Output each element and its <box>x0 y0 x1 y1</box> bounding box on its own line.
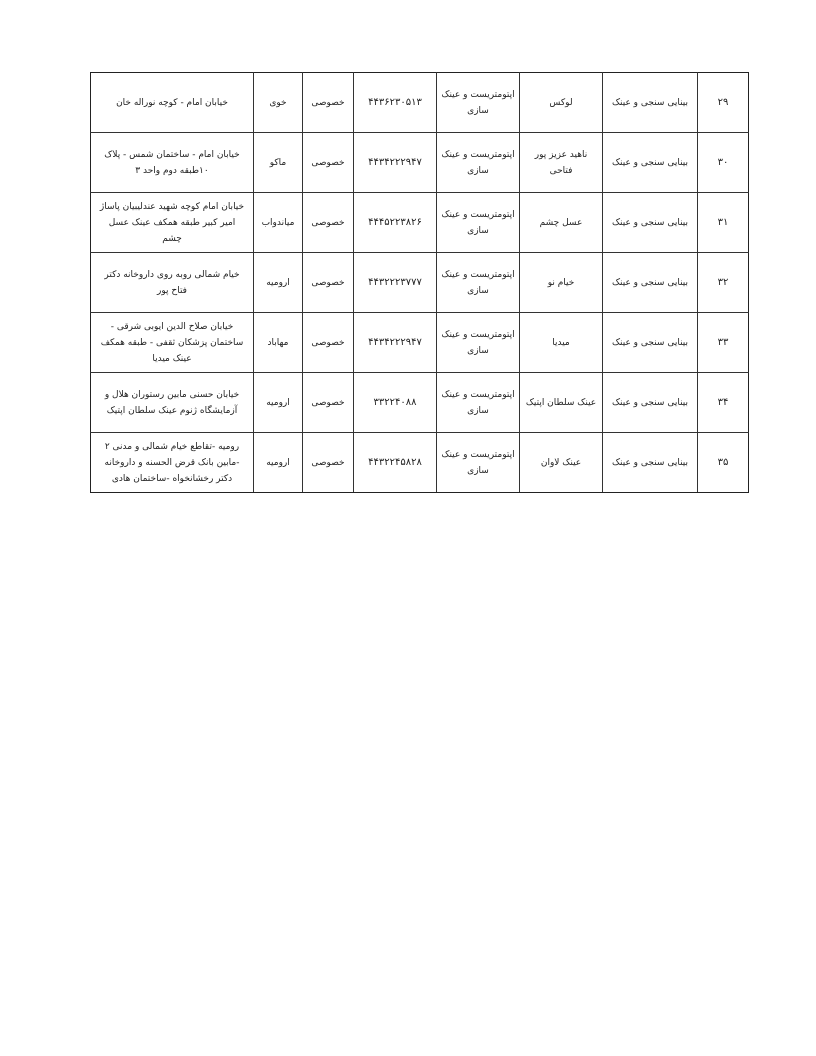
sector-cell: خصوصی <box>303 253 354 313</box>
phone-cell: ۴۴۴۵۲۲۳۸۲۶ <box>354 193 437 253</box>
business-name-cell: عسل چشم <box>520 193 603 253</box>
business-name-cell: لوکس <box>520 73 603 133</box>
category-cell: بینایی سنجی و عینک <box>603 253 698 313</box>
city-cell: مهاباد <box>254 313 303 373</box>
city-cell: ارومیه <box>254 373 303 433</box>
address-cell: خیابان صلاح الدین ایوبی شرقی - ساختمان پزشکان ثقفی - طبقه همکف عینک میدیا <box>91 313 254 373</box>
table-row <box>91 253 749 313</box>
phone-cell: ۴۴۳۲۲۲۳۷۷۷ <box>354 253 437 313</box>
category-cell: بینایی سنجی و عینک <box>603 73 698 133</box>
row-number: ۳۳ <box>698 313 749 373</box>
table-row <box>91 73 749 133</box>
business-name-cell: ناهید عزیز پور فتاحی <box>520 133 603 193</box>
address-cell: خیابان امام کوچه شهید عندلیبیان پاساژ امیر کبیر طبقه همکف عینک عسل چشم <box>91 193 254 253</box>
optician-directory-table <box>90 72 749 493</box>
address-cell: خیابان حسنی مابین رستوران هلال و آزمایشگاه ژنوم عینک سلطان اپتیک <box>91 373 254 433</box>
row-number: ۳۴ <box>698 373 749 433</box>
sector-cell: خصوصی <box>303 313 354 373</box>
city-cell: خوی <box>254 73 303 133</box>
sector-cell: خصوصی <box>303 133 354 193</box>
category-cell: بینایی سنجی و عینک <box>603 433 698 493</box>
table-row <box>91 433 749 493</box>
table-row <box>91 373 749 433</box>
address-cell: خیابان امام - کوچه نوراله خان <box>91 73 254 133</box>
row-number: ۳۲ <box>698 253 749 313</box>
business-name-cell: عینک سلطان اپتیک <box>520 373 603 433</box>
specialty-cell: اپتومتریست و عینک سازی <box>437 433 520 493</box>
sector-cell: خصوصی <box>303 373 354 433</box>
business-name-cell: عینک لاوان <box>520 433 603 493</box>
business-name-cell: خیام نو <box>520 253 603 313</box>
address-cell: خیابان امام - ساختمان شمس - پلاک ۱۰طبقه دوم واحد ۳ <box>91 133 254 193</box>
row-number: ۳۰ <box>698 133 749 193</box>
sector-cell: خصوصی <box>303 193 354 253</box>
row-number: ۲۹ <box>698 73 749 133</box>
specialty-cell: اپتومتریست و عینک سازی <box>437 133 520 193</box>
address-cell: رومیه -تقاطع خیام شمالی و مدنی ۲ -مابین بانک قرض الحسنه و داروخانه دکتر رخشانخواه -ساختمان هادی <box>91 433 254 493</box>
specialty-cell: اپتومتریست و عینک سازی <box>437 73 520 133</box>
city-cell: ارومیه <box>254 253 303 313</box>
sector-cell: خصوصی <box>303 433 354 493</box>
category-cell: بینایی سنجی و عینک <box>603 373 698 433</box>
table-row <box>91 193 749 253</box>
sector-cell: خصوصی <box>303 73 354 133</box>
city-cell: میاندواب <box>254 193 303 253</box>
category-cell: بینایی سنجی و عینک <box>603 133 698 193</box>
specialty-cell: اپتومتریست و عینک سازی <box>437 193 520 253</box>
specialty-cell: اپتومتریست و عینک سازی <box>437 373 520 433</box>
phone-cell: ۳۳۲۲۴۰۸۸ <box>354 373 437 433</box>
business-name-cell: میدیا <box>520 313 603 373</box>
specialty-cell: اپتومتریست و عینک سازی <box>437 253 520 313</box>
phone-cell: ۴۴۳۴۲۲۲۹۴۷ <box>354 313 437 373</box>
address-cell: خیام شمالی روبه روی داروخانه دکتر فتاح پور <box>91 253 254 313</box>
phone-cell: ۴۴۳۶۲۳۰۵۱۳ <box>354 73 437 133</box>
city-cell: ارومیه <box>254 433 303 493</box>
category-cell: بینایی سنجی و عینک <box>603 193 698 253</box>
phone-cell: ۴۴۳۲۲۴۵۸۲۸ <box>354 433 437 493</box>
table-row <box>91 133 749 193</box>
city-cell: ماکو <box>254 133 303 193</box>
row-number: ۳۵ <box>698 433 749 493</box>
table-row <box>91 313 749 373</box>
specialty-cell: اپتومتریست و عینک سازی <box>437 313 520 373</box>
phone-cell: ۴۴۳۴۲۲۲۹۴۷ <box>354 133 437 193</box>
category-cell: بینایی سنجی و عینک <box>603 313 698 373</box>
row-number: ۳۱ <box>698 193 749 253</box>
